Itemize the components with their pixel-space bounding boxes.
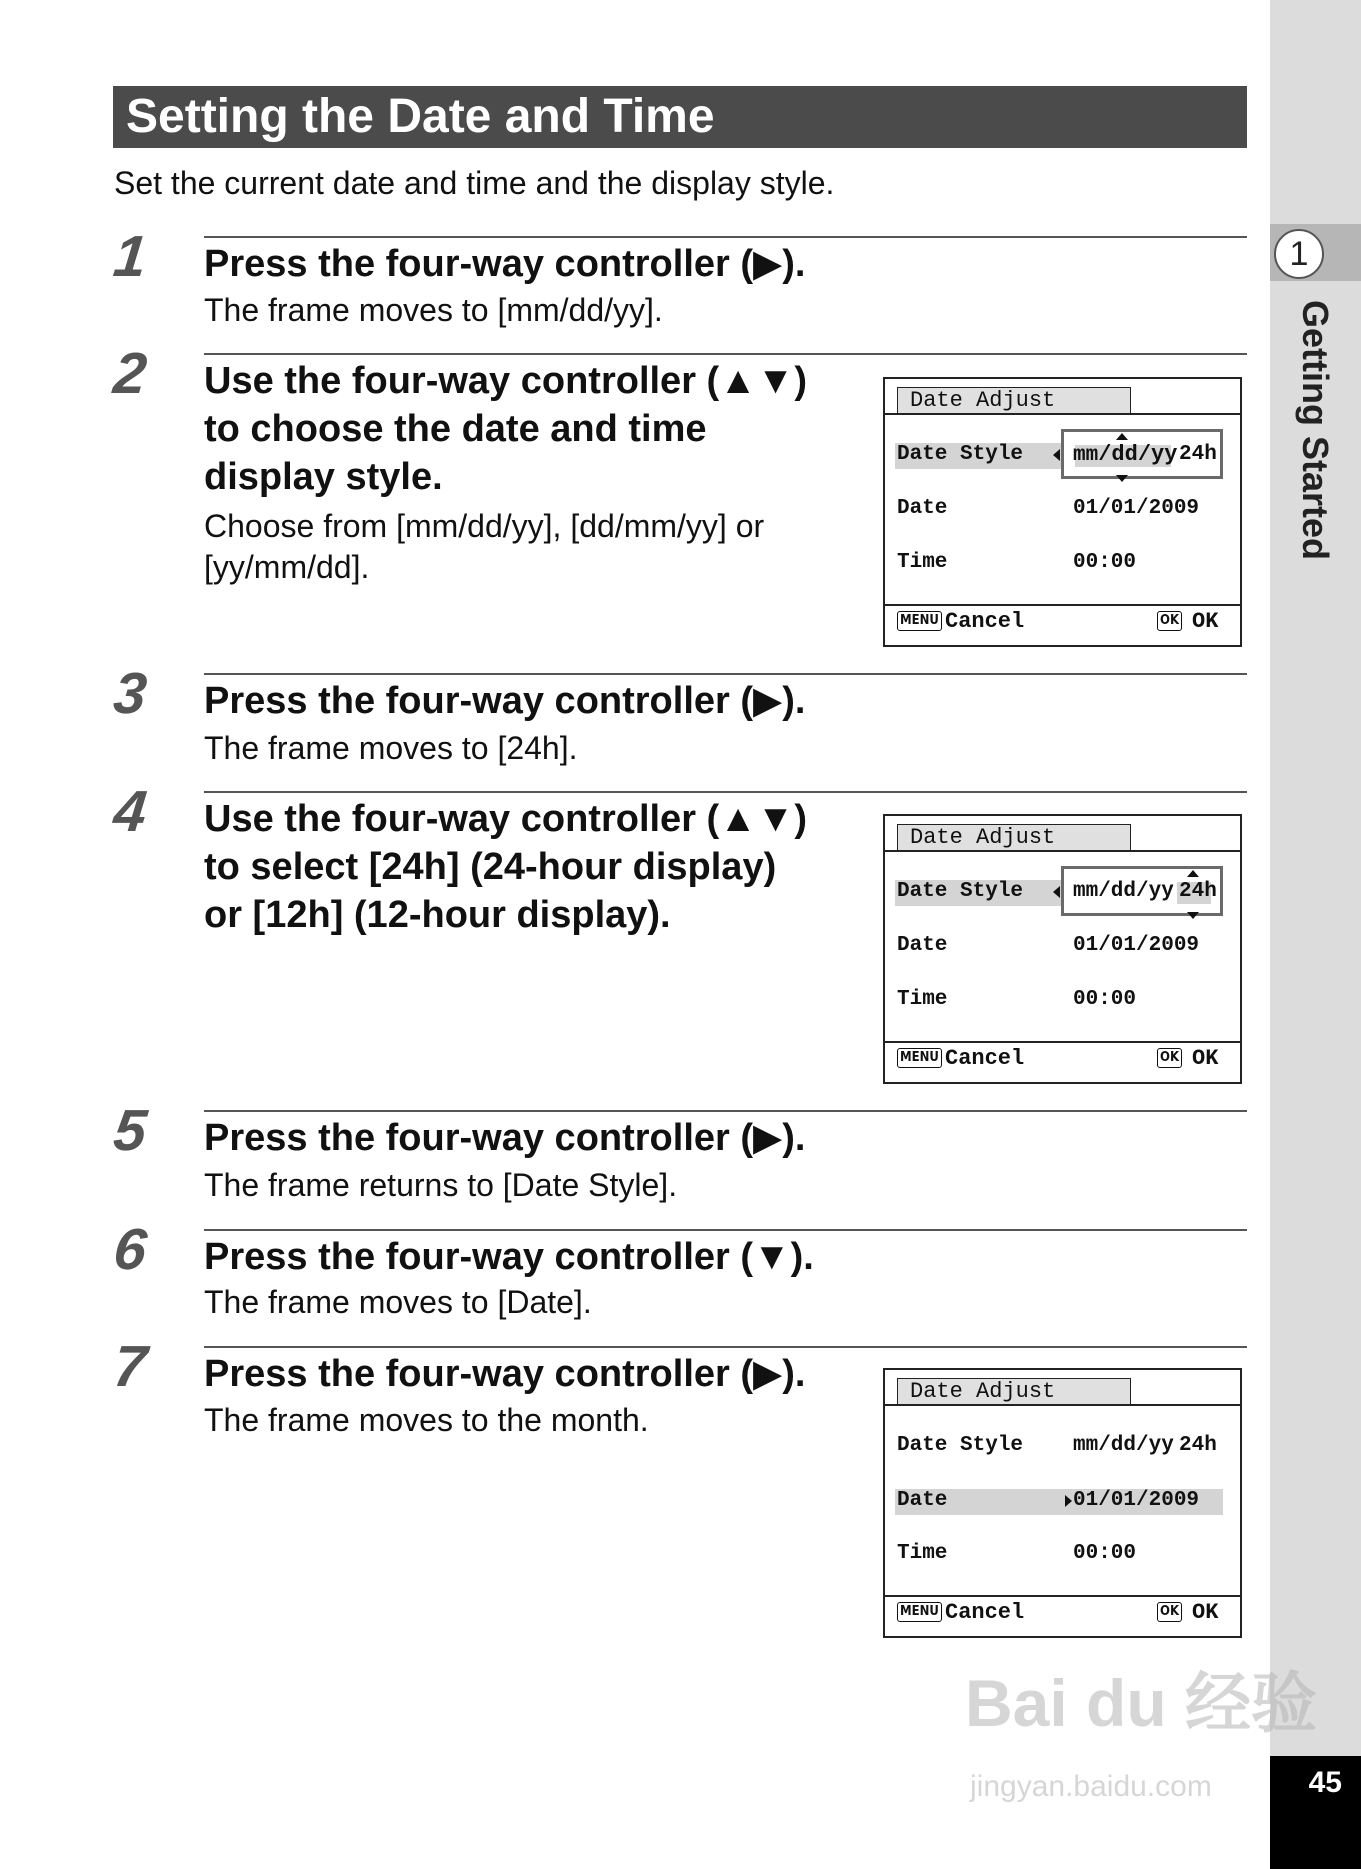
left-arrow-icon xyxy=(1053,449,1060,461)
date-label: Date xyxy=(897,934,948,957)
down-arrow-icon xyxy=(1116,475,1128,482)
date-style-value xyxy=(1073,442,1177,469)
screen-title: Date Adjust xyxy=(897,1378,1131,1404)
step-number: 1 xyxy=(110,224,150,289)
screen-divider xyxy=(885,1041,1240,1043)
step-divider xyxy=(204,236,1247,238)
step-heading: Press the four-way controller (▶). xyxy=(204,243,806,285)
screen-title: Date Adjust xyxy=(897,387,1131,413)
left-arrow-icon xyxy=(1053,886,1060,898)
step-body: The frame moves to [24h]. xyxy=(204,730,578,766)
menu-key-icon: MENU xyxy=(897,611,942,631)
down-arrow-icon xyxy=(1187,912,1199,919)
date-value: 01/01/2009 xyxy=(1073,497,1200,520)
step-body: The frame moves to the month. xyxy=(204,1402,649,1438)
screen-divider xyxy=(885,413,1240,415)
step-heading: display style. xyxy=(204,456,443,498)
step-divider xyxy=(204,353,1247,355)
step-body: The frame returns to [Date Style]. xyxy=(204,1167,678,1203)
screen-divider xyxy=(885,850,1240,852)
up-arrow-icon xyxy=(1116,433,1128,440)
screen-divider xyxy=(885,1595,1240,1597)
camera-screen-hour-format xyxy=(883,814,1242,1084)
time-label: Time xyxy=(897,551,948,574)
step-number: 6 xyxy=(110,1217,150,1282)
step-body: [yy/mm/dd]. xyxy=(204,549,370,585)
step-divider xyxy=(204,1110,1247,1112)
time-label: Time xyxy=(897,988,948,1011)
screen-divider xyxy=(885,1404,1240,1406)
page-title: Setting the Date and Time xyxy=(126,90,715,143)
step-heading: to select [24h] (24-hour display) xyxy=(204,846,777,888)
step-divider xyxy=(204,1229,1247,1231)
step-heading: Press the four-way controller (▶). xyxy=(204,680,806,722)
step-body: The frame moves to [Date]. xyxy=(204,1284,592,1320)
date-style-label: Date Style xyxy=(897,443,1024,466)
hour-format-value: 24h xyxy=(1179,880,1217,903)
step-heading: Use the four-way controller (▲▼) xyxy=(204,360,808,402)
step-divider xyxy=(204,791,1247,793)
date-style-value: mm/dd/yy xyxy=(1073,880,1174,903)
page-number: 45 xyxy=(1308,1766,1342,1799)
up-arrow-icon xyxy=(1187,870,1199,877)
ok-label: OK xyxy=(1192,1046,1219,1071)
step-body: Choose from [mm/dd/yy], [dd/mm/yy] or xyxy=(204,508,765,544)
camera-screen-date-style xyxy=(883,377,1242,647)
camera-screen-date xyxy=(883,1368,1242,1638)
step-body: The frame moves to [mm/dd/yy]. xyxy=(204,292,663,328)
menu-key-icon: MENU xyxy=(897,1602,942,1622)
date-value: 01/01/2009 xyxy=(1073,1489,1200,1512)
step-number: 7 xyxy=(110,1334,150,1399)
step-heading: Use the four-way controller (▲▼) xyxy=(204,798,808,840)
watermark: Bai du 经验 xyxy=(965,1666,1318,1740)
ok-key-icon: OK xyxy=(1157,611,1182,631)
menu-key-icon: MENU xyxy=(897,1048,942,1068)
ok-label: OK xyxy=(1192,609,1219,634)
step-heading: to choose the date and time xyxy=(204,408,707,450)
step-number: 2 xyxy=(110,341,150,406)
date-style-value: mm/dd/yy xyxy=(1073,1434,1174,1457)
step-divider xyxy=(204,1346,1247,1348)
cancel-label: Cancel xyxy=(945,609,1025,634)
style-format-rest: /dd/yy xyxy=(1098,442,1178,467)
ok-key-icon: OK xyxy=(1157,1602,1182,1622)
style-format-mm: mm xyxy=(1073,444,1099,467)
date-style-label: Date Style xyxy=(897,1434,1024,1457)
time-value: 00:00 xyxy=(1073,551,1137,574)
cancel-label: Cancel xyxy=(945,1600,1025,1625)
time-value: 00:00 xyxy=(1073,1542,1137,1565)
step-heading: Press the four-way controller (▼). xyxy=(204,1236,814,1278)
time-label: Time xyxy=(897,1542,948,1565)
step-divider xyxy=(204,673,1247,675)
date-value: 01/01/2009 xyxy=(1073,934,1200,957)
date-label: Date xyxy=(897,1489,948,1512)
hour-format-value: 24h xyxy=(1179,443,1217,466)
step-heading: or [12h] (12-hour display). xyxy=(204,894,671,936)
cancel-label: Cancel xyxy=(945,1046,1025,1071)
ok-key-icon: OK xyxy=(1157,1048,1182,1068)
intro-text: Set the current date and time and the display style. xyxy=(114,165,835,201)
time-value: 00:00 xyxy=(1073,988,1137,1011)
watermark-url: jingyan.baidu.com xyxy=(970,1770,1212,1803)
step-heading: Press the four-way controller (▶). xyxy=(204,1117,806,1159)
step-number: 3 xyxy=(110,661,150,726)
chapter-title: Getting Started xyxy=(1295,300,1336,561)
date-label: Date xyxy=(897,497,948,520)
screen-title: Date Adjust xyxy=(897,824,1131,850)
hour-format-value: 24h xyxy=(1179,1434,1217,1457)
chapter-number: 1 xyxy=(1274,229,1324,279)
step-number: 5 xyxy=(110,1098,150,1163)
date-style-label: Date Style xyxy=(897,880,1024,903)
ok-label: OK xyxy=(1192,1600,1219,1625)
right-arrow-icon xyxy=(1065,1495,1072,1507)
screen-divider xyxy=(885,604,1240,606)
step-number: 4 xyxy=(110,779,150,844)
step-heading: Press the four-way controller (▶). xyxy=(204,1353,806,1395)
